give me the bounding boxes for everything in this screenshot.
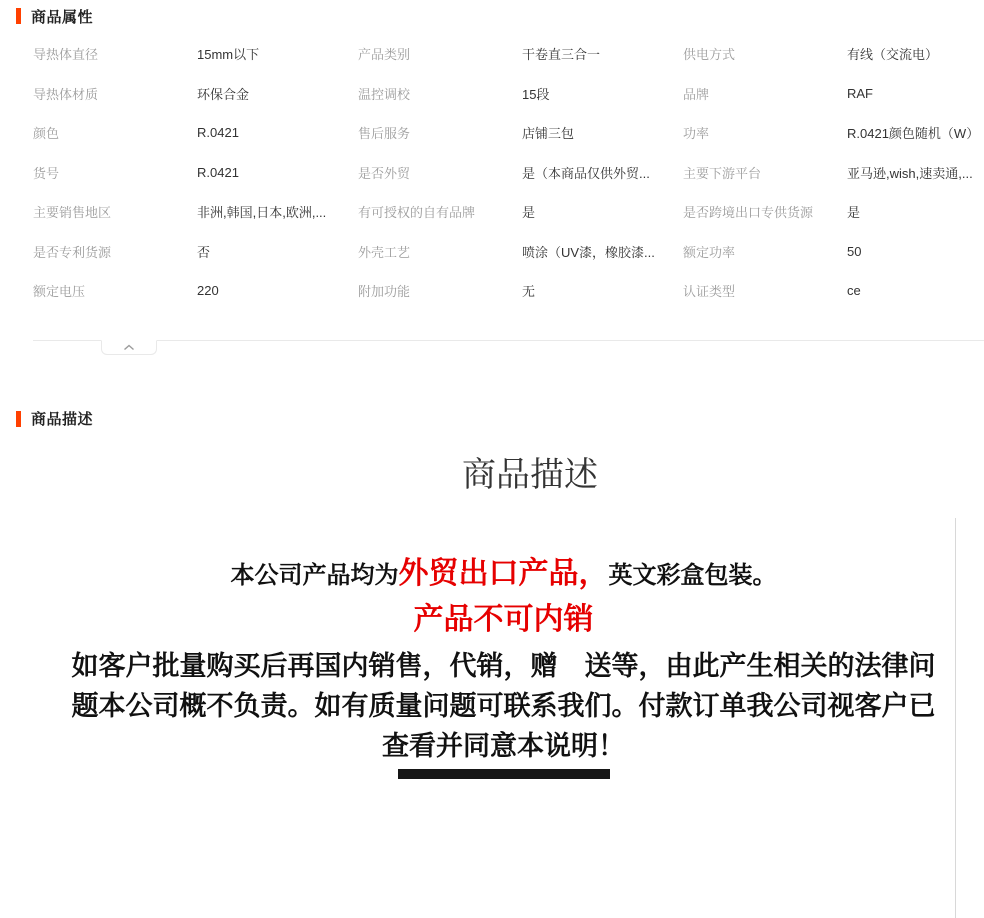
chevron-up-icon [123,344,135,351]
attr-value: 环保合金 [197,86,250,102]
attr-value: 是 [847,205,861,221]
attr-label: 颜色 [33,126,60,142]
attr-value: 15mm以下 [197,47,260,63]
attr-cell [33,153,358,193]
attr-cell [683,34,984,74]
attr-label: 额定电压 [33,284,86,300]
description-text-block [0,556,955,779]
attr-label: 主要销售地区 [33,205,112,221]
attr-value: 店铺三包 [522,126,575,142]
attr-value: 是 [522,205,536,221]
attr-value: 有线（交流电） [847,47,939,63]
description-line-2: 产品不可内销 [413,602,594,636]
attr-value: 非洲,韩国,日本,欧洲,... [197,205,327,221]
attr-value: 无 [522,284,536,300]
attributes-divider [33,340,984,356]
attr-cell [358,34,683,74]
attr-cell [33,34,358,74]
attr-value: 亚马逊,wish,速卖通,... [847,165,973,181]
attributes-header [0,0,984,32]
line1-highlight: 外贸出口产品， [398,556,609,590]
attr-label: 售后服务 [358,126,411,142]
attr-value: 15段 [522,86,550,102]
description-title: 商品描述 [31,411,94,428]
attr-value: RAF [847,85,873,101]
attr-value: 是（本商品仅供外贸... [522,165,650,181]
attr-value: R.0421颜色随机（W） [847,126,980,142]
attr-label: 货号 [33,165,60,181]
attr-cell [683,74,984,114]
attr-label: 导热体材质 [33,86,99,102]
attr-cell [33,74,358,114]
description-image [0,518,956,918]
attr-cell [33,192,358,232]
attr-label: 功率 [683,126,710,142]
attributes-title: 商品属性 [31,8,94,26]
attr-cell [358,74,683,114]
accent-bar-icon [16,411,21,427]
attr-label: 导热体直径 [33,47,99,63]
attr-label: 品牌 [683,86,710,102]
attr-value: R.0421 [197,164,239,180]
description-line-3: 如客户批量购买后再国内销售，代销，赠 送等，由此产生相关的法律问 [71,650,936,681]
collapse-attributes-button[interactable] [101,340,157,355]
attr-cell [683,232,984,272]
attr-label: 外壳工艺 [358,244,411,260]
line1-post: 英文彩盒包装。 [608,561,777,589]
attr-cell [358,192,683,232]
attr-cell [33,113,358,153]
attr-value: R.0421 [197,125,239,141]
attr-value: 喷涂（UV漆，橡胶漆... [522,244,655,260]
attr-label: 是否专利货源 [33,244,112,260]
attr-cell [33,232,358,272]
description-line-5: 查看并同意本说明！ [382,730,625,761]
attr-label: 附加功能 [358,284,411,300]
accent-bar-icon [16,8,21,24]
attr-value: 50 [847,243,862,259]
description-header [0,403,984,435]
attr-value: 否 [197,244,211,260]
attr-cell [683,271,984,311]
attr-cell [358,113,683,153]
attr-label: 认证类型 [683,284,736,300]
attr-cell [33,271,358,311]
attr-label: 是否外贸 [358,165,411,181]
attr-value: 220 [197,283,219,299]
attr-cell [683,153,984,193]
line1-pre: 本公司产品均为 [230,561,399,589]
attr-cell [358,153,683,193]
attributes-grid [0,34,984,311]
attr-label: 温控调校 [358,86,411,102]
product-attributes-section [0,0,984,356]
attr-label: 有可授权的自有品牌 [358,205,476,221]
attr-cell [683,113,984,153]
attr-label: 主要下游平台 [683,165,762,181]
attr-value: 干卷直三合一 [522,47,601,63]
attr-label: 产品类别 [358,47,411,63]
attr-value: ce [847,283,861,299]
description-line-4: 题本公司概不负责。如有质量问题可联系我们。付款订单我公司视客户已 [71,690,936,721]
attr-cell [358,232,683,272]
attr-cell [683,192,984,232]
attr-cell [358,271,683,311]
description-banner-title: 商品描述 [462,456,598,494]
attr-label: 是否跨境出口专供货源 [683,205,814,221]
attr-label: 额定功率 [683,244,736,260]
attr-label: 供电方式 [683,47,736,63]
clipped-text-line [398,769,610,779]
description-line-1 [52,556,955,594]
product-description-section [0,403,984,918]
